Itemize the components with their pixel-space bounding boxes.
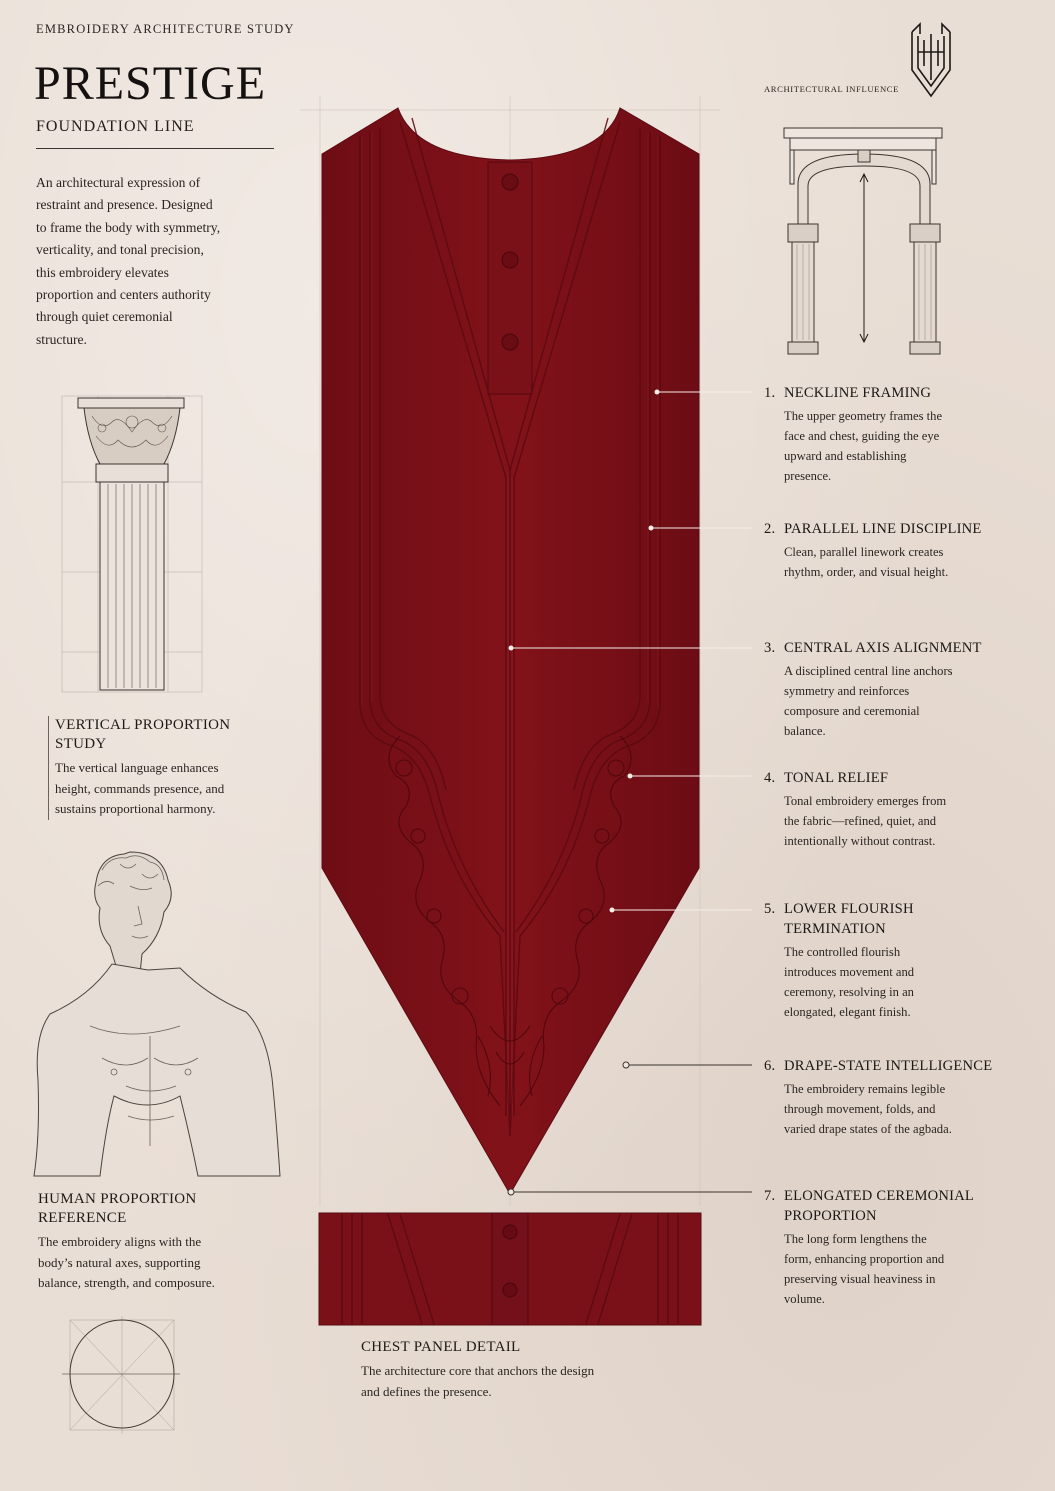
annotation-7: [764, 1186, 1014, 1309]
annotation-title: PARALLEL LINE DISCIPLINE: [784, 521, 982, 537]
annotation-body: The long form lengthens the form, enhancing proportion and preserving visual heaviness in volume.: [784, 1232, 945, 1306]
annotation-4: [764, 768, 1014, 851]
annotation-number: 5.: [764, 901, 776, 917]
annotation-body: The upper geometry frames the face and chest, guiding the eye upward and establishing presence.: [784, 409, 943, 483]
annotation-title: ELONGATED CEREMONIAL PROPORTION: [784, 1188, 974, 1224]
annotation-title: TONAL RELIEF: [784, 770, 889, 786]
annotation-number: 4.: [764, 770, 776, 786]
annotation-number: 7.: [764, 1188, 776, 1204]
annotation-number: 2.: [764, 521, 776, 537]
annotation-2: [764, 519, 1014, 582]
annotation-5: [764, 899, 1014, 1022]
annotation-title: LOWER FLOURISH TERMINATION: [784, 901, 914, 937]
annotation-title: NECKLINE FRAMING: [784, 385, 932, 401]
chest-detail-title: CHEST PANEL DETAIL: [361, 1339, 521, 1355]
human-reference-title: HUMAN PROPORTION REFERENCE: [38, 1191, 197, 1226]
annotation-number: 3.: [764, 640, 776, 656]
human-reference-body: The embroidery aligns with the body’s natural axes, supporting balance, strength, and composure.: [38, 1234, 215, 1290]
annotation-body: A disciplined central line anchors symmetry and reinforces composure and ceremonial balance.: [784, 664, 953, 738]
intro-paragraph: An architectural expression of restraint and presence. Designed to frame the body with symmetry, verticality, and tonal precision, this embroidery elevates proportion and centers authority through quiet ceremonial structure.: [36, 175, 221, 347]
chest-detail-body: The architecture core that anchors the design and defines the presence.: [361, 1363, 595, 1399]
annotation-1: [764, 383, 1014, 486]
annotation-body: The embroidery remains legible through movement, folds, and varied drape states of the agbada.: [784, 1082, 952, 1136]
page-title: PRESTIGE: [34, 57, 267, 110]
page-subtitle: FOUNDATION LINE: [36, 118, 195, 135]
eyebrow-label: EMBROIDERY ARCHITECTURE STUDY: [36, 22, 295, 36]
architectural-influence-label: ARCHITECTURAL INFLUENCE: [764, 84, 899, 94]
annotation-body: Tonal embroidery emerges from the fabric—refined, quiet, and intentionally without contrast.: [784, 794, 947, 848]
annotation-title: CENTRAL AXIS ALIGNMENT: [784, 640, 982, 656]
annotation-3: [764, 638, 1014, 741]
annotation-body: Clean, parallel linework creates rhythm, order, and visual height.: [784, 545, 949, 579]
vertical-study-title: VERTICAL PROPORTION STUDY: [55, 717, 231, 752]
annotation-body: The controlled flourish introduces movement and ceremony, resolving in an elongated, elegant finish.: [784, 945, 915, 1019]
annotation-6: [764, 1056, 1014, 1139]
annotation-number: 6.: [764, 1058, 776, 1074]
annotation-number: 1.: [764, 385, 776, 401]
vertical-study-body: The vertical language enhances height, commands presence, and sustains proportional harmony.: [55, 760, 225, 816]
annotation-title: DRAPE-STATE INTELLIGENCE: [784, 1058, 993, 1074]
